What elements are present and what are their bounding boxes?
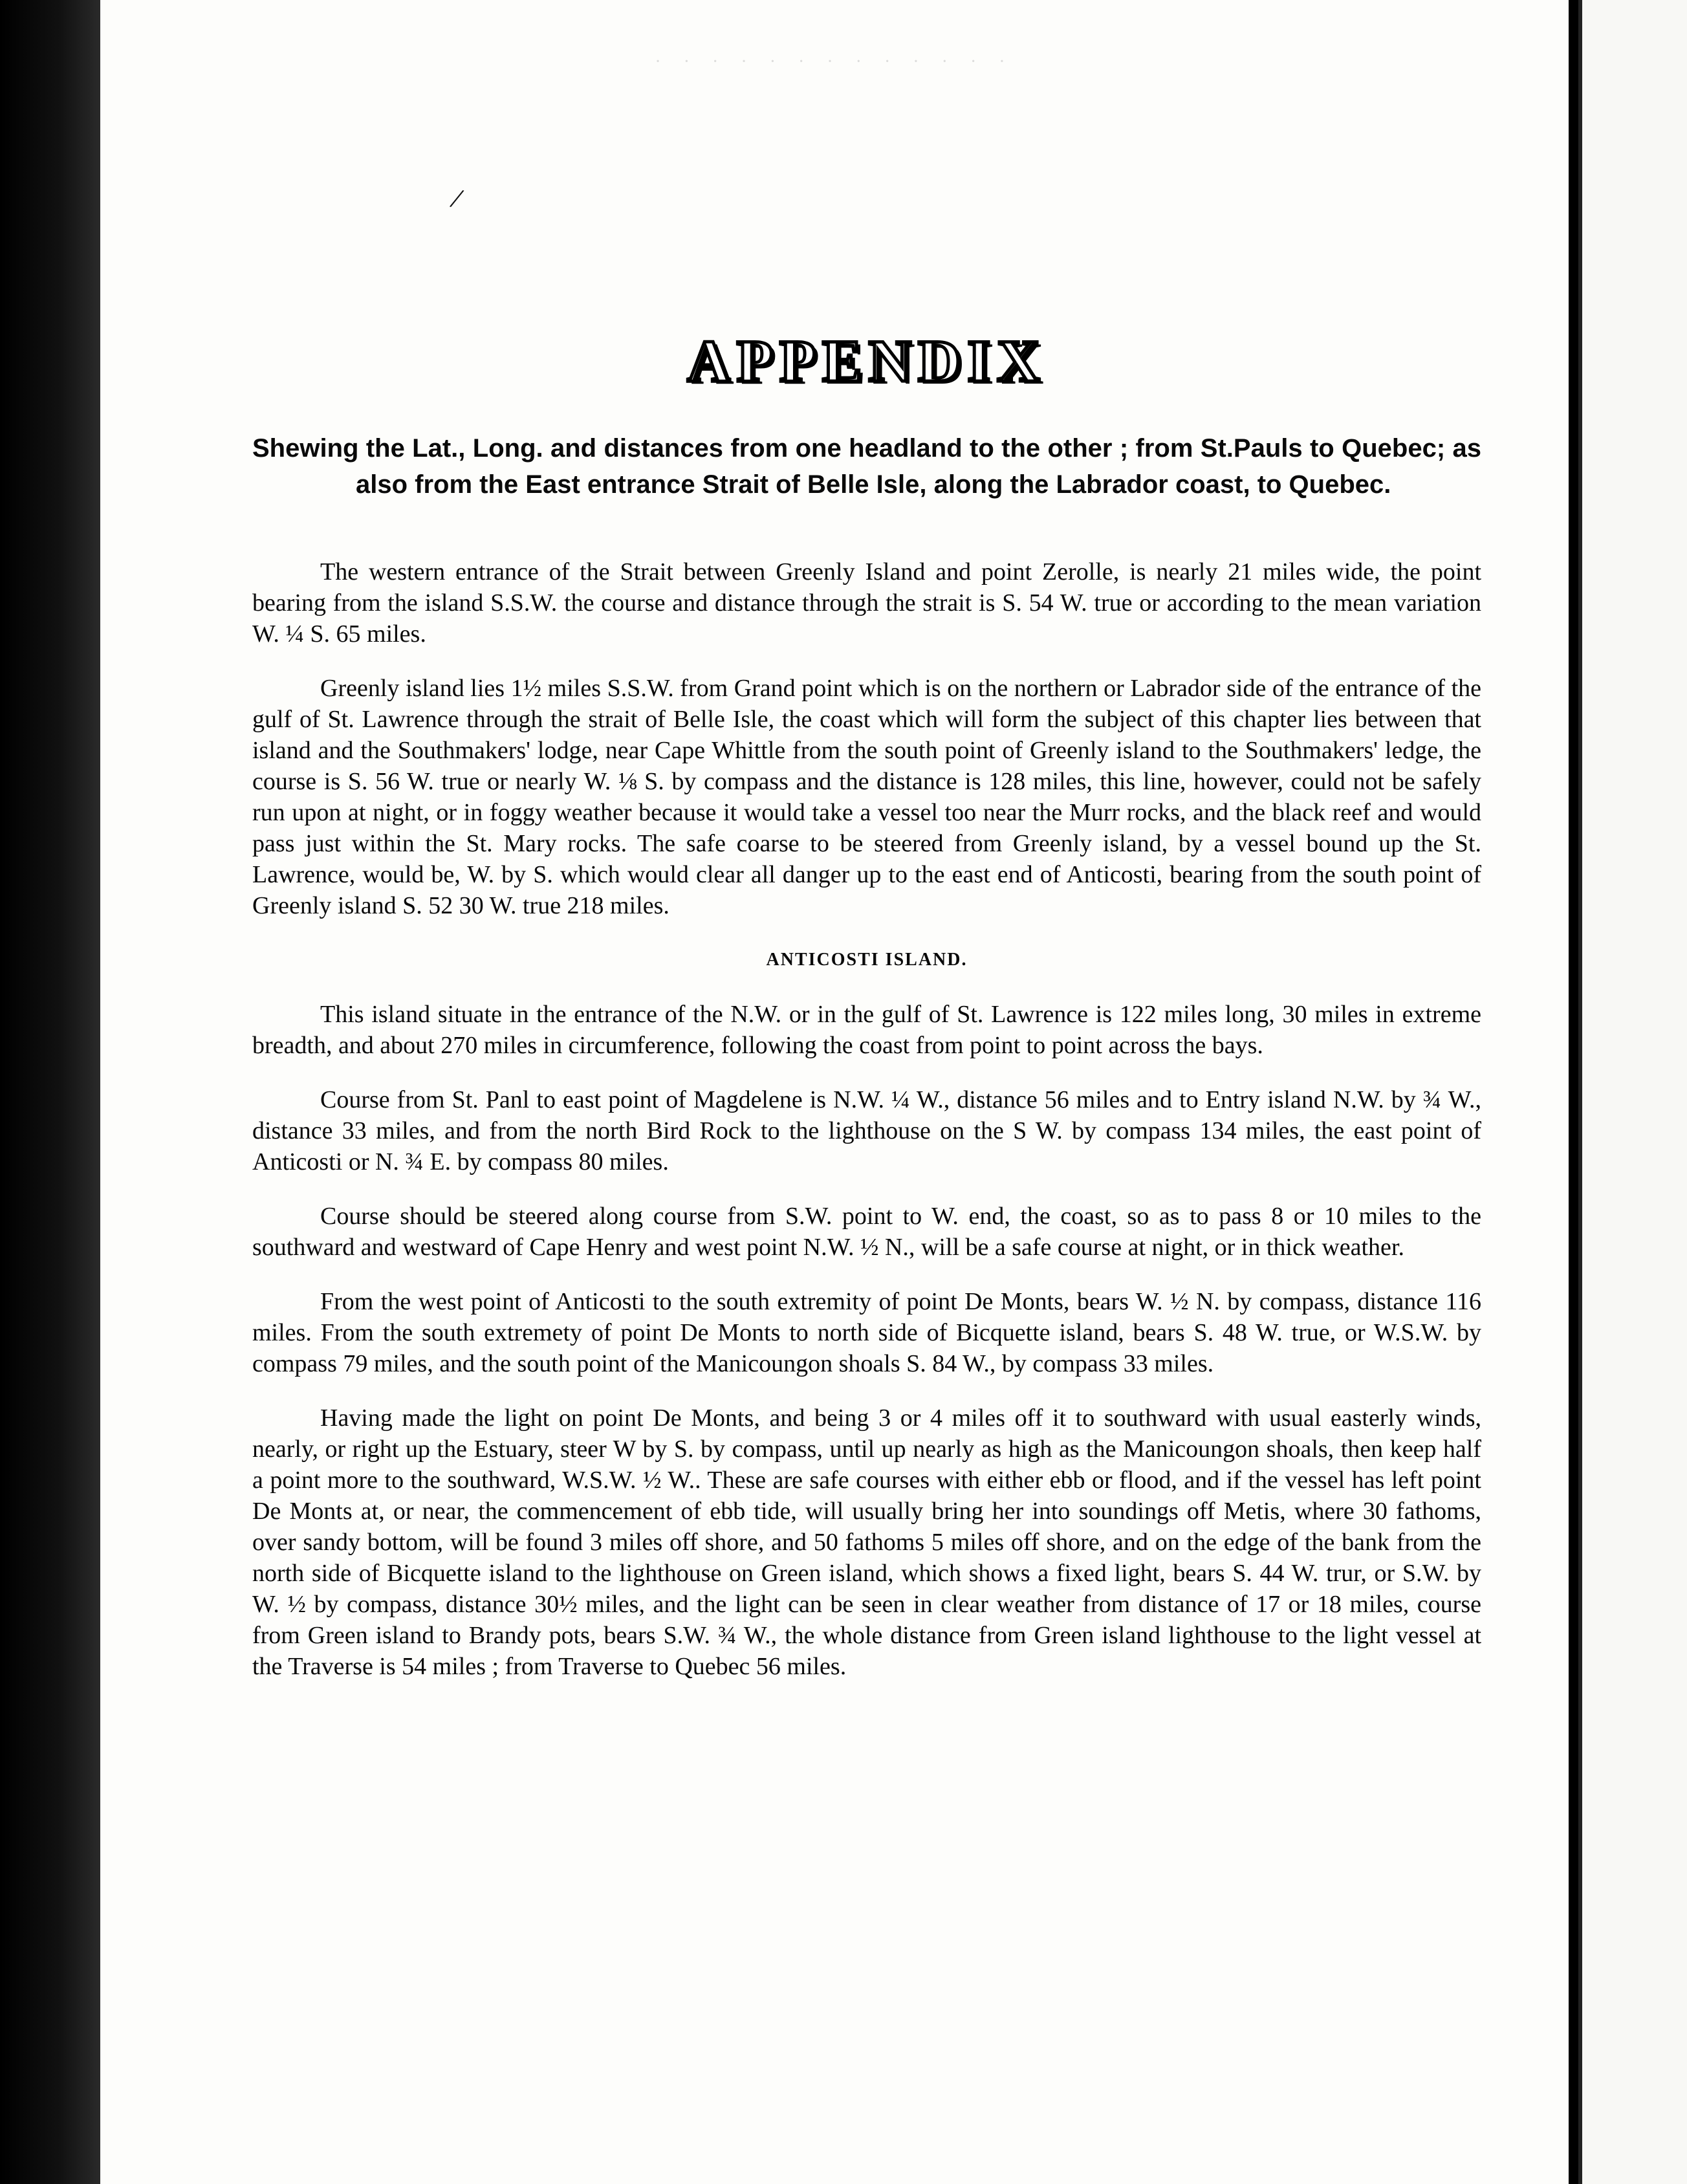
paragraph: Having made the light on point De Monts, and being 3 or 4 miles off it to southward with usual easterly winds, nearly, or right up the Estuary, steer W by S. by compass, until up nearly as high as the Manicoungon shoals, then keep half a point more to the southward, W.S.W. ½ W.. These are safe courses with either ebb or flood, and if the vessel has left point De Monts at, or near, the commencement of ebb tide, will usually bring her into soundings off Metis, where 30 fathoms, over sandy bottom, will be found 3 miles off shore, and 50 fathoms 5 miles off shore, and on the edge of the bank from the north side of Bicquette island to the lighthouse on Green island, which shows a fixed light, bears S. 44 W. trur, or S.W. by W. ½ by compass, distance 30½ miles, and the light can be seen in clear weather from distance of 17 or 18 miles, course from Green island to Brandy pots, bears S.W. ¾ W., the whole distance from Green island lighthouse to the light vessel at the Traverse is 54 miles ; from Traverse to Quebec 56 miles.: [252, 1404, 1481, 1680]
ink-speck: /: [447, 181, 467, 215]
paragraph: Course should be steered along course from S.W. point to W. end, the coast, so as to pass 8 or 10 miles to the southward and westward of Cape Henry and west point N.W. ½ N., will be a safe course at night, or in thick weather.: [252, 1203, 1481, 1261]
document-page: [100, 0, 1569, 2184]
section-heading: ANTICOSTI ISLAND.: [766, 950, 968, 970]
paragraph: The western entrance of the Strait between Greenly Island and point Zerolle, is nearly 21 miles wide, the point bearing from the island S.S.W. the course and distance through the strait is S. 54 W. true or according to the mean variation W. ¼ S. 65 miles.: [252, 558, 1481, 648]
scan-left-border: [0, 0, 100, 2184]
show-through-text: · · · · · · · · · · · · ·: [655, 52, 1014, 72]
paragraph: This island situate in the entrance of the N.W. or in the gulf of St. Lawrence is 122 miles long, 30 miles in extreme breadth, and about 270 miles in circumference, following the coast from point to point across the bays.: [252, 1001, 1481, 1059]
page-title: APPENDIX: [687, 328, 1047, 394]
paragraph: From the west point of Anticosti to the south extremity of point De Monts, bears W. ½ N. by compass, distance 116 miles. From the south extremety of point De Monts to north side of Bicquette island, bears S. 48 W. true, or W.S.W. by compass 79 miles, and the south point of the Manicoungon shoals S. 84 W., by compass 33 miles.: [252, 1288, 1481, 1377]
adjacent-page-edge: [1578, 0, 1687, 2184]
body-text: [252, 556, 1481, 1705]
page-subtitle: Shewing the Lat., Long. and distances from one headland to the other ; from St.Pauls to Quebec; as also from the East entrance Strait of Belle Isle, along the Labrador coast, to Quebec.: [252, 434, 1481, 499]
paragraph: Greenly island lies 1½ miles S.S.W. from Grand point which is on the northern or Labrador side of the entrance of the gulf of St. Lawrence through the strait of Belle Isle, the coast which will form the subject of this chapter lies between that island and the Southmakers' lodge, near Cape Whittle from the south point of Greenly island to the Southmakers' ledge, the course is S. 56 W. true or nearly W. ⅛ S. by compass and the distance is 128 miles, this line, however, could not be safely run upon at night, or in foggy weather because it would take a vessel too near the Murr rocks, and the black reef and would pass just within the St. Mary rocks. The safe coarse to be steered from Greenly island, by a vessel bound up the St. Lawrence, would be, W. by S. which would clear all danger up to the east end of Anticosti, bearing from the south point of Greenly island S. 52 30 W. true 218 miles.: [252, 675, 1481, 919]
paragraph: Course from St. Panl to east point of Magdelene is N.W. ¼ W., distance 56 miles and to Entry island N.W. by ¾ W., distance 33 miles, and from the north Bird Rock to the lighthouse on the S W. by compass 134 miles, the east point of Anticosti or N. ¾ E. by compass 80 miles.: [252, 1086, 1481, 1175]
